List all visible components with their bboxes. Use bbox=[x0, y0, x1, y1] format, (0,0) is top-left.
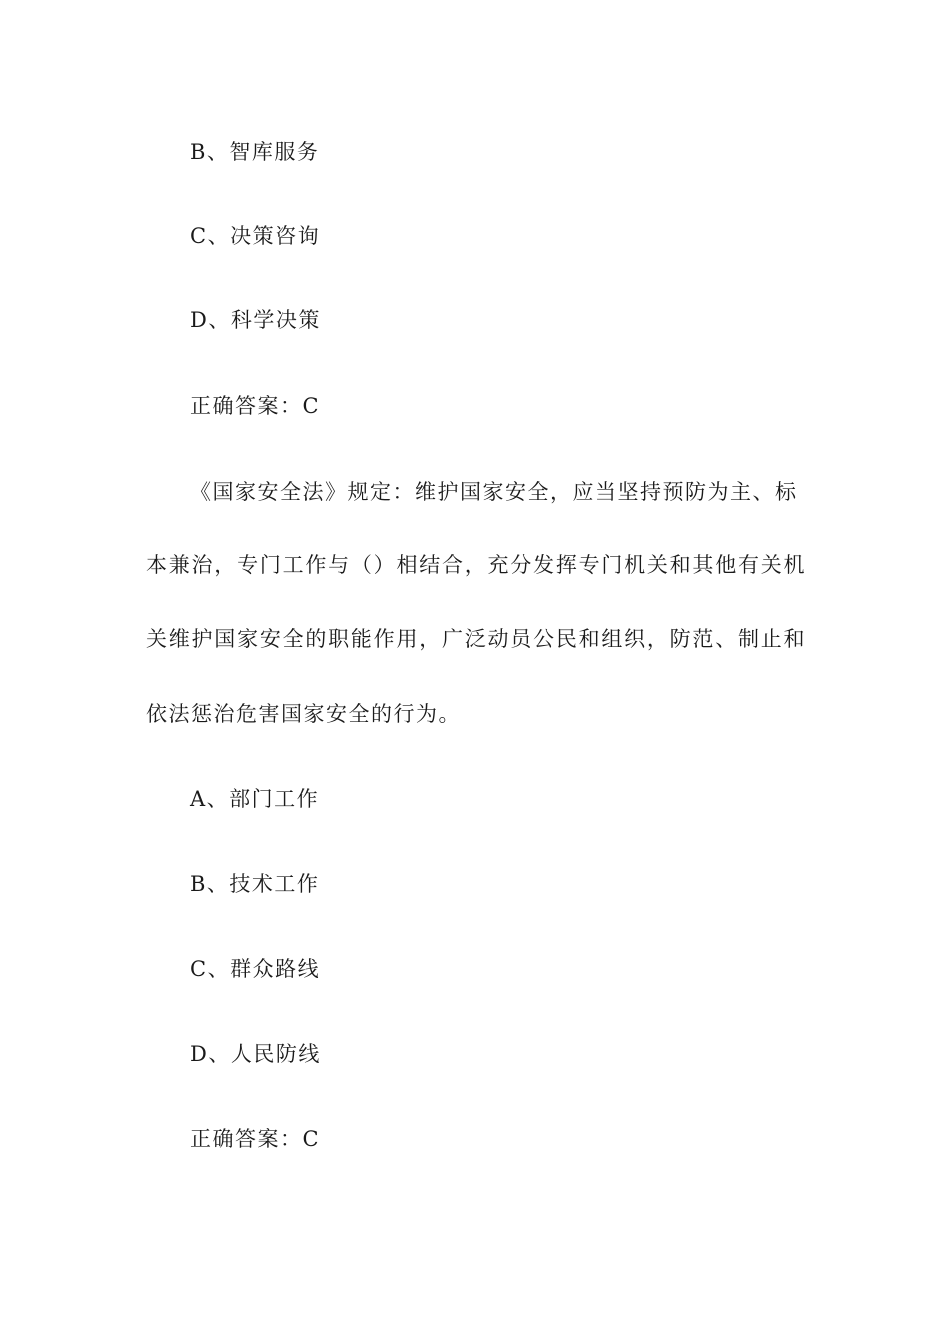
q2-option-a: A、部门工作 bbox=[190, 787, 320, 811]
q2-answer: 正确答案：C bbox=[190, 1127, 321, 1151]
q2-option-b: B、技术工作 bbox=[190, 872, 320, 896]
q2-question-line-2: 本兼治，专门工作与（）相结合，充分发挥专门机关和其他有关机 bbox=[146, 553, 806, 577]
q1-option-d: D、科学决策 bbox=[190, 308, 321, 332]
q2-question-line-1: 《国家安全法》规定：维护国家安全，应当坚持预防为主、标 bbox=[190, 480, 798, 504]
q2-question-line-4: 依法惩治危害国家安全的行为。 bbox=[146, 702, 461, 726]
q2-option-d: D、人民防线 bbox=[190, 1042, 321, 1066]
q2-question-line-3: 关维护国家安全的职能作用，广泛动员公民和组织，防范、制止和 bbox=[146, 627, 806, 651]
q1-option-c: C、决策咨询 bbox=[190, 224, 321, 248]
q1-answer: 正确答案：C bbox=[190, 394, 321, 418]
q2-option-c: C、群众路线 bbox=[190, 957, 321, 981]
q1-option-b: B、智库服务 bbox=[190, 140, 320, 164]
